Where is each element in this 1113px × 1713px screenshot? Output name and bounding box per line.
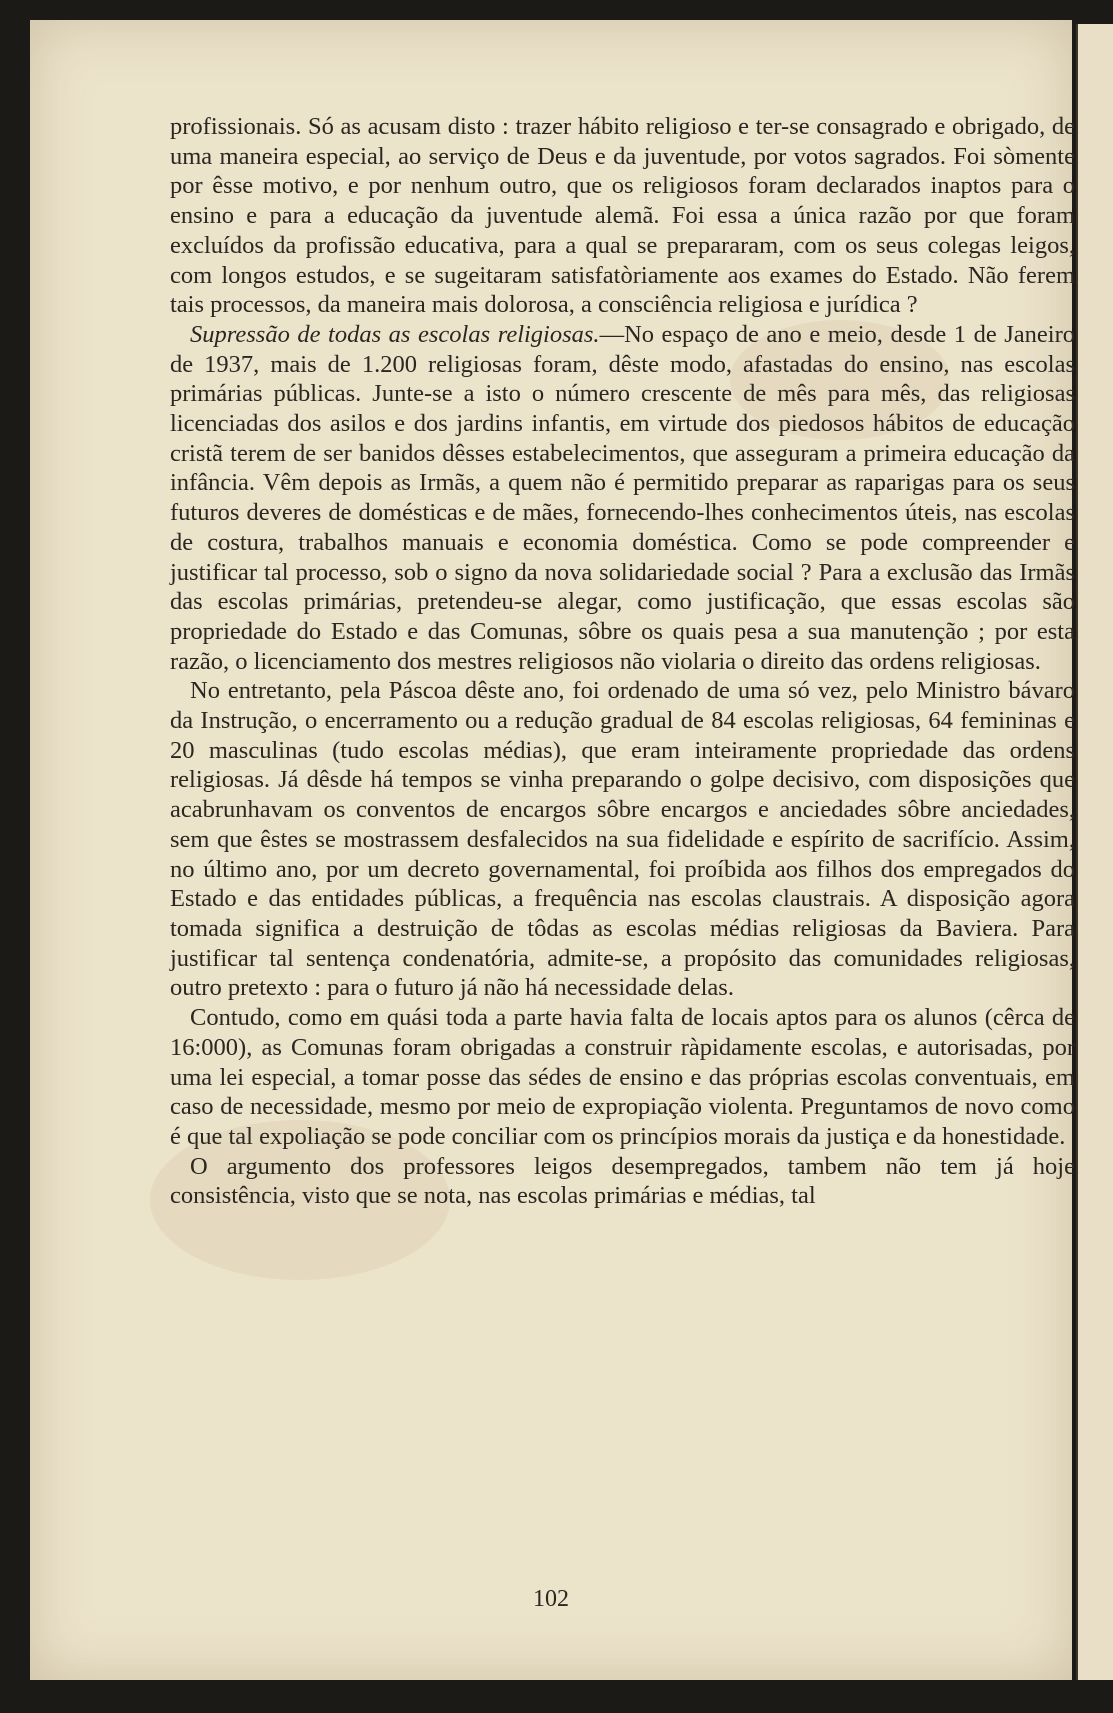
paragraph-4-text: Contudo, como em quási toda a parte havia falta de locais aptos para os alunos (cêrca de 16:000), as Comunas foram obrigadas a construir ràpidamente escolas, e autorisadas, por uma lei especial, a tomar posse das sédes de ensino e das próprias escolas conventuais, em caso de necessidade, mesmo por meio de expropiação violenta. Preguntamos de novo como é que tal expoliação se pode conciliar com os princípios morais da justiça e da honestidade. [170, 1004, 1075, 1150]
body-text [170, 112, 1075, 1211]
adjacent-page-edge [1076, 24, 1113, 1680]
paragraph-2-text: —No espaço de ano e meio, desde 1 de Janeiro de 1937, mais de 1.200 religiosas foram, dêste modo, afastadas do ensino, nas escolas primárias públicas. Junte-se a isto o número crescente de mês para mês, das religiosas licenciadas dos asilos e dos jardins infantis, em virtude dos piedosos hábitos de educação cristã terem de ser banidos dêsses estabelecimentos, que asseguram a primeira educação da infância. Vêm depois as Irmãs, a quem não é permitido preparar as raparigas para os seus futuros deveres de domésticas e de mães, fornecendo-lhes conhecimentos úteis, nas escolas de costura, trabalhos manuais e economia doméstica. Como se pode compreender e justificar tal processo, sob o signo da nova solidariedade social ? Para a exclusão das Irmãs das escolas primárias, pretendeu-se alegar, como justificação, que essas escolas são propriedade do Estado e das Comunas, sôbre os quais pesa a sua manutenção ; por esta razão, o licenciamento dos mestres religiosos não violaria o direito das ordens religiosas. [170, 320, 1075, 675]
paragraph-5 [170, 1152, 1075, 1211]
paragraph-3 [170, 676, 1075, 1003]
paragraph-4 [170, 1003, 1075, 1152]
page-number: 102 [533, 1586, 569, 1612]
section-heading: Supressão de todas as escolas religiosas. [190, 320, 600, 348]
paragraph-1 [170, 112, 1075, 320]
paragraph-1-text: profissionais. Só as acusam disto : trazer hábito religioso e ter-se consagrado e obrigado, de uma maneira especial, ao serviço de Deus e da juventude, por votos sagrados. Foi sòmente por êsse motivo, e por nenhum outro, que os religiosos foram declarados inaptos para o ensino e para a educação da juventude alemã. Foi essa a única razão por que foram excluídos da profissão educativa, para a qual se prepararam, com os seus colegas leigos, com longos estudos, e se sugeitaram satisfatòriamente aos exames do Estado. Não ferem tais processos, da maneira mais dolorosa, a consciência religiosa e jurídica ? [170, 113, 1075, 319]
book-page [30, 20, 1075, 1680]
paragraph-2 [170, 320, 1075, 676]
paragraph-5-text: O argumento dos professores leigos desempregados, tambem não tem já hoje consistência, visto que se nota, nas escolas primárias e médias, tal [170, 1152, 1075, 1210]
paragraph-3-text: No entretanto, pela Páscoa dêste ano, foi ordenado de uma só vez, pelo Ministro bávaro da Instrução, o encerramento ou a redução gradual de 84 escolas religiosas, 64 femininas e 20 masculinas (tudo escolas médias), que eram inteiramente propriedade das ordens religiosas. Já dêsde há tempos se vinha preparando o golpe decisivo, com disposições que acabrunhavam os conventos de encargos sôbre encargos e anciedades sôbre anciedades, sem que êstes se mostrassem desfalecidos na sua fidelidade e espírito de sacrifício. Assim, no último ano, por um decreto governamental, foi proíbida aos filhos dos empregados do Estado e das entidades públicas, a frequência nas escolas claustrais. A disposição agora tomada significa a destruição de tôdas as escolas médias religiosas da Baviera. Para justificar tal sentença condenatória, admite-se, a propósito das comunidades religiosas, outro pretexto : para o futuro já não há necessidade delas. [170, 677, 1075, 1002]
